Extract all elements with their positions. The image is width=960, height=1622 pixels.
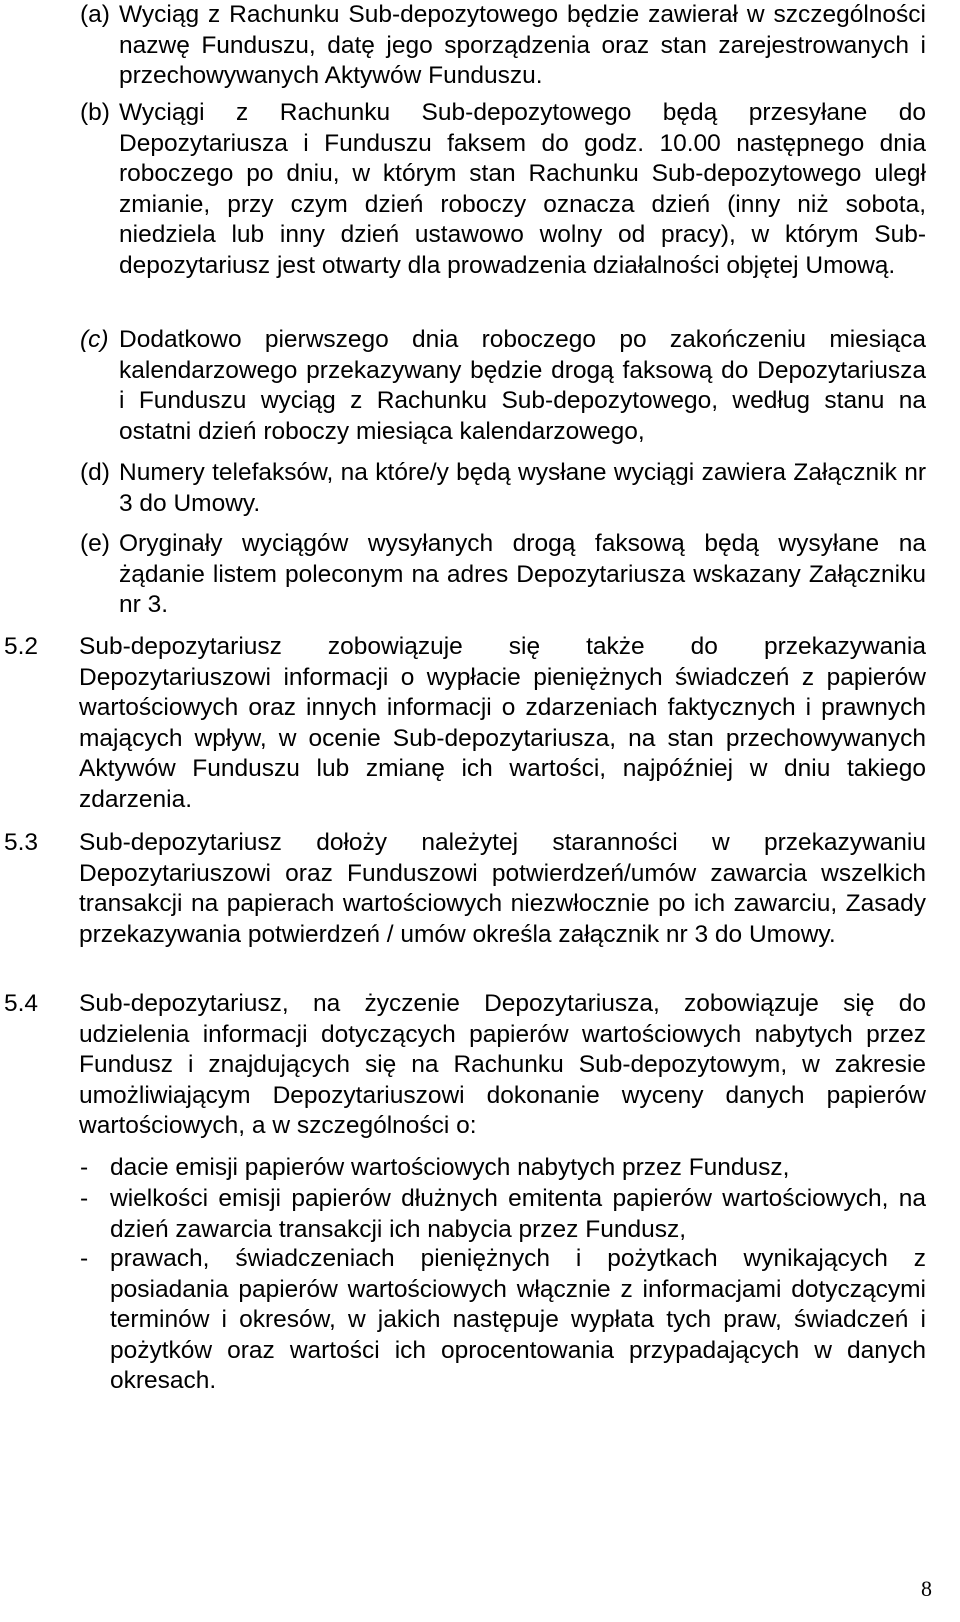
page-number: 8: [921, 1576, 932, 1601]
item-text: Wyciągi z Rachunku Sub-depozytowego będą przesyłane do Depozytariusza i Funduszu faksem do godz. 10.00 następnego dnia roboczego po dniu, w którym stan Rachunku Sub-depozytowego uległ zmianie, przy czym dzień roboczy oznacza dzień (inny niż sobota, niedziela lub inny dzień ustawowo wolny od pracy), w którym Sub-depozytariusz jest otwarty dla prowadzenia działalności objętej Umową.: [119, 99, 926, 279]
item-text: Numery telefaksów, na które/y będą wysłane wyciągi zawiera Załącznik nr 3 do Umowy.: [119, 459, 926, 517]
list-item: [80, 1244, 926, 1397]
list-item-text: dacie emisji papierów wartościowych nabytych przez Fundusz,: [110, 1154, 790, 1181]
section-text: Sub-depozytariusz zobowiązuje się także do przekazywania Depozytariuszowi informacji o wypłacie pieniężnych świadczeń z papierów wartościowych oraz innych informacji o zdarzeniach faktycznych i prawnych mających wpływ, w ocenie Sub-depozytariusza, na stan przechowywanych Aktywów Funduszu lub zmianę ich wartości, najpóźniej w dniu takiego zdarzenia.: [79, 633, 926, 813]
item-c: [80, 325, 926, 447]
item-label: (b): [80, 99, 110, 126]
bullet-dash: -: [80, 1245, 89, 1272]
bullet-dash: -: [80, 1185, 89, 1212]
item-a: [80, 0, 926, 92]
section-5-2: [4, 632, 926, 816]
item-d: [80, 458, 926, 519]
item-text: Wyciąg z Rachunku Sub-depozytowego będzie zawierał w szczególności nazwę Funduszu, datę jego sporządzenia oraz stan zarejestrowanych i przechowywanych Aktywów Funduszu.: [119, 1, 926, 90]
item-e: [80, 529, 926, 621]
item-b: [80, 98, 926, 282]
item-label: (a): [80, 1, 110, 28]
list-item-text: prawach, świadczeniach pieniężnych i pożytkach wynikających z posiadania papierów wartościowych włącznie z informacjami dotyczącymi terminów i okresów, w jakich następuje wypłata tych praw, świadczeń i pożytków oraz wartości ich oprocentowania przypadających w danych okresach.: [110, 1245, 926, 1395]
list-item: [80, 1184, 926, 1245]
item-label: (d): [80, 459, 110, 486]
section-5-3: [4, 828, 926, 950]
section-5-4: [4, 989, 926, 1142]
section-number: 5.4: [4, 990, 39, 1017]
section-number: 5.2: [4, 633, 39, 660]
item-label: (e): [80, 530, 110, 557]
item-text: Dodatkowo pierwszego dnia roboczego po zakończeniu miesiąca kalendarzowego przekazywany będzie drogą faksową do Depozytariusza i Funduszu wyciąg z Rachunku Sub-depozytowego, według stanu na ostatni dzień roboczy miesiąca kalendarzowego,: [119, 326, 926, 445]
section-text: Sub-depozytariusz, na życzenie Depozytariusza, zobowiązuje się do udzielenia informacji dotyczących papierów wartościowych nabytych przez Fundusz i znajdujących się na Rachunku Sub-depozytowym, w zakresie umożliwiającym Depozytariuszowi dokonanie wyceny danych papierów wartościowych, a w szczególności o:: [79, 990, 926, 1140]
list-item-text: wielkości emisji papierów dłużnych emitenta papierów wartościowych, na dzień zawarcia transakcji ich nabycia przez Fundusz,: [110, 1185, 926, 1243]
item-text: Oryginały wyciągów wysyłanych drogą faksową będą wysyłane na żądanie listem poleconym na adres Depozytariusza wskazany Załączniku nr 3.: [119, 530, 926, 619]
section-text: Sub-depozytariusz dołoży należytej staranności w przekazywaniu Depozytariuszowi oraz Funduszowi potwierdzeń/umów zawarcia wszelkich transakcji na papierach wartościowych niezwłocznie po ich zawarciu, Zasady przekazywania potwierdzeń / umów określa załącznik nr 3 do Umowy.: [79, 829, 926, 948]
section-number: 5.3: [4, 829, 39, 856]
item-label: (c): [80, 326, 109, 353]
bullet-dash: -: [80, 1154, 89, 1181]
list-item: [80, 1153, 926, 1184]
